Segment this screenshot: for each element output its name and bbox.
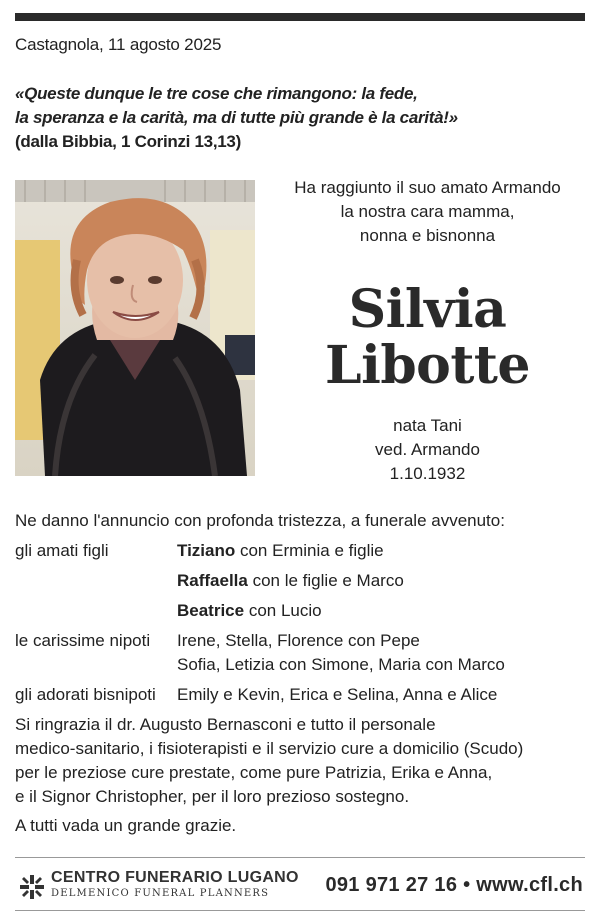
funeral-home-footer [15, 866, 585, 906]
intro-text [270, 176, 585, 248]
child-1-rest: con Erminia e figlie [235, 541, 384, 560]
child-1-name: Tiziano [177, 541, 236, 560]
footer-bottom-rule [15, 910, 585, 911]
thanks-line-3: per le preziose cure prestate, come pure Patrizia, Erika e Anna, [15, 763, 493, 782]
portrait-illustration [15, 180, 255, 476]
quote-source: (dalla Bibbia, 1 Corinzi 13,13) [15, 132, 241, 151]
grandchildren-line-1: Irene, Stella, Florence con Pepe [177, 631, 420, 650]
funeral-home-subtitle: DELMENICO FUNERAL PLANNERS [51, 888, 270, 899]
child-2-name: Raffaella [177, 571, 248, 590]
child-3-name: Beatrice [177, 601, 245, 620]
funeral-home-name: CENTRO FUNERARIO LUGANO [51, 869, 299, 886]
child-2-rest: con le figlie e Marco [247, 571, 404, 590]
footer-top-rule [15, 857, 585, 858]
child-1 [177, 539, 384, 563]
birth-date: 1.10.1932 [389, 464, 466, 483]
child-2 [177, 569, 404, 593]
child-3-rest: con Lucio [244, 601, 322, 620]
child-3 [177, 599, 322, 623]
intro-line-1: Ha raggiunto il suo amato Armando [294, 178, 561, 197]
deceased-name [270, 279, 585, 396]
funeral-home-contact: 091 971 27 16 • www.cfl.ch [325, 874, 583, 896]
last-name: Libotte [325, 335, 530, 396]
announcement: Ne danno l'annuncio con profonda tristezza, a funerale avvenuto: [15, 511, 505, 530]
thanks-line-1: Si ringrazia il dr. Augusto Bernasconi e tutto il personale [15, 715, 436, 734]
widow-of: ved. Armando [375, 440, 480, 459]
grandchildren-line-2: Sofia, Letizia con Simone, Maria con Marco [177, 655, 505, 674]
thanks-line-4: e il Signor Christopher, per il loro prezioso sostegno. [15, 787, 410, 806]
thanks-paragraph [15, 713, 590, 809]
intro-line-2: la nostra cara mamma, [340, 202, 515, 221]
place-date: Castagnola, 11 agosto 2025 [15, 35, 222, 54]
first-name: Silvia [348, 279, 507, 340]
grandchildren-label: le carissime nipoti [15, 631, 151, 650]
maiden-name: nata Tani [393, 416, 462, 435]
funeral-home-logo-icon [19, 874, 45, 900]
bible-quote [15, 82, 458, 154]
closing-line: A tutti vada un grande grazie. [15, 816, 237, 835]
quote-line-2: la speranza e la carità, ma di tutte più grande è la carità!» [15, 108, 458, 127]
top-rule [15, 13, 585, 21]
children-label: gli amati figli [15, 541, 109, 560]
portrait-photo [15, 180, 255, 476]
deceased-details [270, 414, 585, 486]
great-grandchildren-names: Emily e Kevin, Erica e Selina, Anna e Alice [177, 685, 498, 704]
quote-line-1: «Queste dunque le tre cose che rimangono: la fede, [15, 84, 418, 103]
great-grandchildren-label: gli adorati bisnipoti [15, 685, 156, 704]
intro-line-3: nonna e bisnonna [359, 226, 496, 245]
thanks-line-2: medico-sanitario, i fisioterapisti e il servizio cure a domicilio (Scudo) [15, 739, 524, 758]
